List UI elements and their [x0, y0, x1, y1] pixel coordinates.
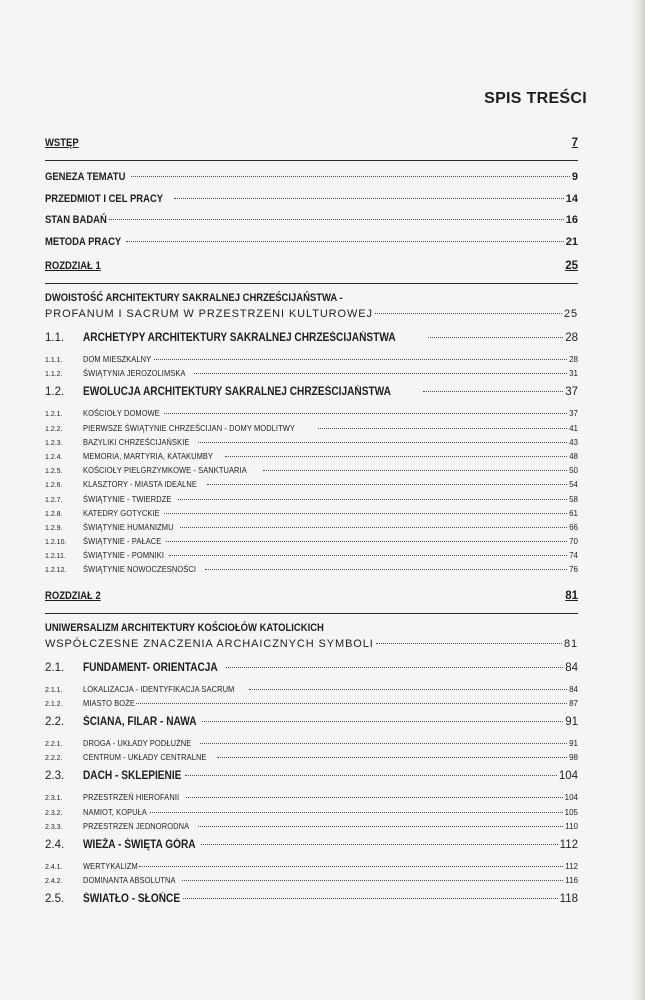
- entry-page: 87: [569, 698, 578, 708]
- entry-title: DACH - SKLEPIENIE: [83, 770, 182, 783]
- entry-page: 28: [569, 355, 578, 364]
- leader-dots: [131, 176, 570, 177]
- entry-title: PIERWSZE ŚWIĄTYNIE CHRZEŚCIJAN - DOMY MODLITWY: [83, 422, 295, 433]
- entry-number: 1.2.1.: [45, 411, 63, 419]
- leader-dots: [225, 456, 567, 457]
- entry-page: 70: [569, 537, 578, 547]
- chapter-label: ROZDZIAŁ 1: [45, 260, 101, 272]
- entry-number: 2.4.1.: [45, 863, 63, 871]
- entry-number: 1.2.5.: [45, 468, 63, 476]
- chapter-heading[interactable]: [45, 587, 578, 614]
- leader-dots: [186, 797, 562, 798]
- leader-dots: [217, 757, 567, 758]
- entry-page: 43: [569, 437, 578, 447]
- leader-dots: [178, 499, 568, 500]
- entry-number: 1.2.9.: [45, 524, 63, 532]
- entry-title: FUNDAMENT- ORIENTACJA: [83, 661, 218, 674]
- subsection-entry[interactable]: [45, 520, 578, 534]
- entry-number: 2.1.2.: [45, 700, 63, 708]
- entry-page: 84: [569, 684, 578, 694]
- entry-number: 1.2.7.: [45, 496, 63, 504]
- leader-dots: [263, 470, 567, 471]
- leader-dots: [201, 844, 558, 845]
- entry-title: EWOLUCJA ARCHITEKTURY SAKRALNEJ CHRZEŚCIJAŃSTWA: [83, 386, 391, 399]
- leader-dots: [198, 442, 567, 443]
- leader-dots: [205, 569, 567, 570]
- subsection-entry[interactable]: [45, 421, 578, 435]
- entry-number: 2.1.: [45, 661, 65, 674]
- chapter-title: UNIWERSALIZM ARCHITEKTURY KOŚCIOŁÓW KATOLICKICH: [45, 621, 324, 634]
- entry-number: 2.5.: [45, 893, 65, 906]
- entry-number: 2.3.2.: [45, 809, 63, 817]
- leader-dots: [226, 667, 563, 668]
- entry-title: CENTRUM - UKŁADY CENTRALNE: [83, 752, 207, 763]
- leader-dots: [428, 337, 563, 338]
- entry-title: DROGA - UKŁADY PODŁUŻNE: [83, 738, 192, 748]
- entry-page: 21: [565, 235, 578, 248]
- toc-entry[interactable]: [45, 167, 578, 189]
- entry-number: 1.1.2.: [45, 371, 63, 379]
- entry-page: 105: [564, 807, 578, 817]
- entry-number: 1.2.3.: [45, 439, 63, 447]
- leader-dots: [169, 555, 567, 556]
- leader-dots: [136, 703, 567, 704]
- toc-entry[interactable]: [45, 232, 578, 254]
- entry-title: MIASTO BOŻE: [83, 697, 135, 708]
- entry-page: 37: [565, 386, 578, 399]
- entry-title: ARCHETYPY ARCHITEKTURY SAKRALNEJ CHRZEŚCIJAŃSTWA: [83, 332, 396, 344]
- chapter-page: 81: [565, 589, 578, 602]
- leader-dots: [249, 689, 567, 690]
- toc-intro-page: 7: [571, 137, 578, 149]
- entry-page: 31: [569, 369, 578, 379]
- entry-number: 2.2.1.: [45, 741, 63, 748]
- entry-number: 1.2.8.: [45, 510, 63, 518]
- entry-title: ŚWIĄTYNIE - POMNIKI: [83, 550, 165, 561]
- leader-dots: [200, 743, 567, 744]
- entry-page: 41: [569, 423, 578, 433]
- entry-title: STAN BADAŃ: [45, 214, 107, 226]
- leader-dots: [198, 826, 564, 827]
- leader-dots: [182, 880, 563, 881]
- entry-title: WIEŻA - ŚWIĘTA GÓRA: [83, 838, 196, 851]
- entry-title: ŚWIĄTYNIA JEROZOLIMSKA: [83, 368, 186, 379]
- chapter-subtitle: PROFANUM I SACRUM W PRZESTRZENI KULTUROWEJ: [45, 308, 373, 320]
- subsection-entry[interactable]: [45, 696, 578, 710]
- section-entry[interactable]: [45, 766, 578, 790]
- entry-title: DOMINANTA ABSOLUTNA: [83, 875, 176, 886]
- entry-page: 76: [569, 565, 578, 575]
- leader-dots: [139, 866, 563, 867]
- subsection-entry[interactable]: [45, 805, 578, 819]
- subsection-entry[interactable]: [45, 463, 578, 477]
- entry-title: ŚWIĄTYNIE - TWIERDZE: [83, 493, 172, 504]
- entry-title: KOŚCIOŁY PIELGRZYMKOWE - SANKTUARIA: [83, 465, 247, 476]
- entry-page: 104: [558, 770, 578, 783]
- subsection-entry[interactable]: [45, 406, 578, 420]
- section-entry[interactable]: [45, 889, 578, 913]
- entry-page: 37: [569, 409, 578, 419]
- leader-dots: [375, 313, 562, 314]
- entry-number: 1.2.12.: [45, 567, 67, 575]
- subsection-entry[interactable]: [45, 534, 578, 548]
- entry-number: 1.1.: [45, 332, 65, 344]
- entry-number: 2.1.1.: [45, 686, 63, 694]
- entry-page: 104: [564, 793, 578, 803]
- front-matter-list: [45, 167, 578, 253]
- leader-dots: [126, 241, 564, 242]
- leader-dots: [423, 391, 563, 392]
- section-entry[interactable]: [45, 328, 578, 352]
- entry-page: 112: [565, 861, 578, 871]
- entry-page: 66: [569, 522, 578, 532]
- chapter-1: [45, 257, 578, 583]
- table-of-contents: [45, 130, 578, 919]
- chapter-sections: [45, 328, 578, 583]
- chapter-subtitle-page: 81: [563, 637, 578, 650]
- entry-page: 91: [565, 716, 578, 728]
- entry-number: 1.2.4.: [45, 453, 63, 461]
- entry-page: 84: [565, 661, 578, 674]
- subsection-entry[interactable]: [45, 435, 578, 449]
- entry-page: 91: [569, 739, 578, 748]
- entry-page: 16: [565, 214, 578, 226]
- entry-number: 1.2.: [45, 386, 65, 399]
- section-entry[interactable]: [45, 658, 578, 682]
- chapter-subtitle-row[interactable]: [45, 636, 578, 656]
- entry-page: 110: [565, 821, 578, 831]
- entry-number: 1.2.10.: [45, 539, 67, 547]
- entry-number: 2.4.2.: [45, 878, 63, 886]
- entry-title: ŚCIANA, FILAR - NAWA: [83, 716, 197, 728]
- chapter-page: 25: [565, 260, 578, 272]
- toc-intro[interactable]: [45, 134, 578, 161]
- entry-page: 116: [565, 876, 578, 886]
- leader-dots: [150, 812, 563, 813]
- entry-page: 112: [559, 838, 578, 851]
- chapter-subtitle-page: 25: [563, 308, 578, 320]
- leader-dots: [166, 541, 567, 542]
- leader-dots: [174, 198, 563, 199]
- entry-number: 1.2.2.: [45, 425, 63, 433]
- entry-title: KATEDRY GOTYCKIE: [83, 507, 160, 518]
- subsection-entry[interactable]: [45, 790, 578, 804]
- leader-dots: [164, 413, 567, 414]
- leader-dots: [185, 775, 557, 776]
- chapter-sections: [45, 658, 578, 920]
- leader-dots: [183, 898, 557, 899]
- leader-dots: [207, 484, 568, 485]
- chapter-heading[interactable]: [45, 257, 578, 284]
- subsection-entry[interactable]: [45, 750, 578, 764]
- entry-page: 9: [571, 171, 578, 183]
- chapter-subtitle: WSPÓŁCZESNE ZNACZENIA ARCHAICZNYCH SYMBOLI: [45, 637, 374, 650]
- entry-title: ŚWIATŁO - SŁOŃCE: [83, 893, 181, 906]
- entry-number: 1.2.6.: [45, 482, 63, 490]
- entry-title: NAMIOT, KOPUŁA: [83, 806, 148, 817]
- subsection-entry[interactable]: [45, 562, 578, 576]
- entry-page: 118: [559, 893, 578, 906]
- entry-title: PRZESTRZEŃ JEDNORODNA: [83, 820, 190, 831]
- subsection-entry[interactable]: [45, 366, 578, 380]
- toc-entry[interactable]: [45, 210, 578, 232]
- subsection-entry[interactable]: [45, 819, 578, 833]
- subsection-entry[interactable]: [45, 352, 578, 366]
- subsection-entry[interactable]: [45, 492, 578, 506]
- entry-title: KOŚCIOŁY DOMOWE: [83, 408, 160, 419]
- subsection-entry[interactable]: [45, 682, 578, 696]
- entry-title: ŚWIĄTYNIE HUMANIZMU: [83, 521, 174, 532]
- section-entry[interactable]: [45, 835, 578, 859]
- subsection-entry[interactable]: [45, 477, 578, 491]
- leader-dots: [154, 359, 567, 360]
- entry-number: 2.2.: [45, 716, 65, 728]
- entry-page: 61: [569, 508, 578, 518]
- entry-number: 1.2.11.: [45, 553, 66, 561]
- entry-title: ŚWIĄTYNIE - PAŁACE: [83, 536, 162, 547]
- leader-dots: [180, 527, 567, 528]
- entry-title: LOKALIZACJA - IDENTYFIKACJA SACRUM: [83, 683, 235, 694]
- toc-entry[interactable]: [45, 189, 578, 211]
- subsection-entry[interactable]: [45, 548, 578, 562]
- entry-page: 74: [569, 551, 578, 561]
- entry-page: 54: [569, 480, 578, 490]
- entry-title: DOM MIESZKALNY: [83, 354, 152, 364]
- entry-number: 2.3.3.: [45, 823, 63, 831]
- entry-number: 2.2.2.: [45, 755, 63, 763]
- entry-page: 14: [565, 192, 578, 205]
- leader-dots: [318, 428, 567, 429]
- entry-page: 50: [569, 466, 578, 476]
- entry-title: PRZESTRZEŃ HIEROFANII: [83, 792, 180, 803]
- entry-title: GENEZA TEMATU: [45, 171, 126, 183]
- entry-title: PRZEDMIOT I CEL PRACY: [45, 192, 164, 205]
- page-title: SPIS TREŚCI: [484, 90, 587, 107]
- subsection-entry[interactable]: [45, 506, 578, 520]
- entry-number: 2.3.1.: [45, 795, 63, 803]
- section-entry[interactable]: [45, 382, 578, 406]
- subsection-entry[interactable]: [45, 859, 578, 873]
- entry-number: 2.3.: [45, 770, 65, 783]
- entry-title: ŚWIĄTYNIE NOWOCZESNOŚCI: [83, 564, 196, 575]
- chapter-subtitle-row[interactable]: [45, 306, 578, 326]
- section-entry[interactable]: [45, 712, 578, 736]
- leader-dots: [109, 219, 564, 220]
- subsection-entry[interactable]: [45, 736, 578, 750]
- leader-dots: [194, 373, 568, 374]
- entry-page: 48: [569, 451, 578, 461]
- chapter-label: ROZDZIAŁ 2: [45, 589, 101, 602]
- entry-title: BAZYLIKI CHRZEŚCIJAŃSKIE: [83, 436, 190, 447]
- entry-number: 1.1.1.: [45, 357, 63, 364]
- entry-title: METODA PRACY: [45, 235, 122, 248]
- entry-title: MEMORIA, MARTYRIA, KATAKUMBY: [83, 450, 214, 461]
- leader-dots: [376, 643, 562, 644]
- leader-dots: [164, 513, 567, 514]
- entry-page: 28: [565, 332, 578, 344]
- page-edge-shadow: [631, 0, 645, 1000]
- subsection-entry[interactable]: [45, 873, 578, 887]
- chapter-2: [45, 587, 578, 920]
- toc-intro-label: WSTĘP: [45, 137, 79, 149]
- entry-number: 2.4.: [45, 838, 65, 851]
- entry-title: KLASZTORY - MIASTA IDEALNE: [83, 479, 197, 490]
- entry-title: WERTYKALIZM: [83, 860, 138, 871]
- subsection-entry[interactable]: [45, 449, 578, 463]
- chapter-title: DWOISTOŚĆ ARCHITEKTURY SAKRALNEJ CHRZEŚCIJAŃSTWA -: [45, 292, 343, 304]
- entry-page: 58: [569, 494, 578, 504]
- entry-page: 98: [569, 753, 578, 763]
- leader-dots: [202, 721, 563, 722]
